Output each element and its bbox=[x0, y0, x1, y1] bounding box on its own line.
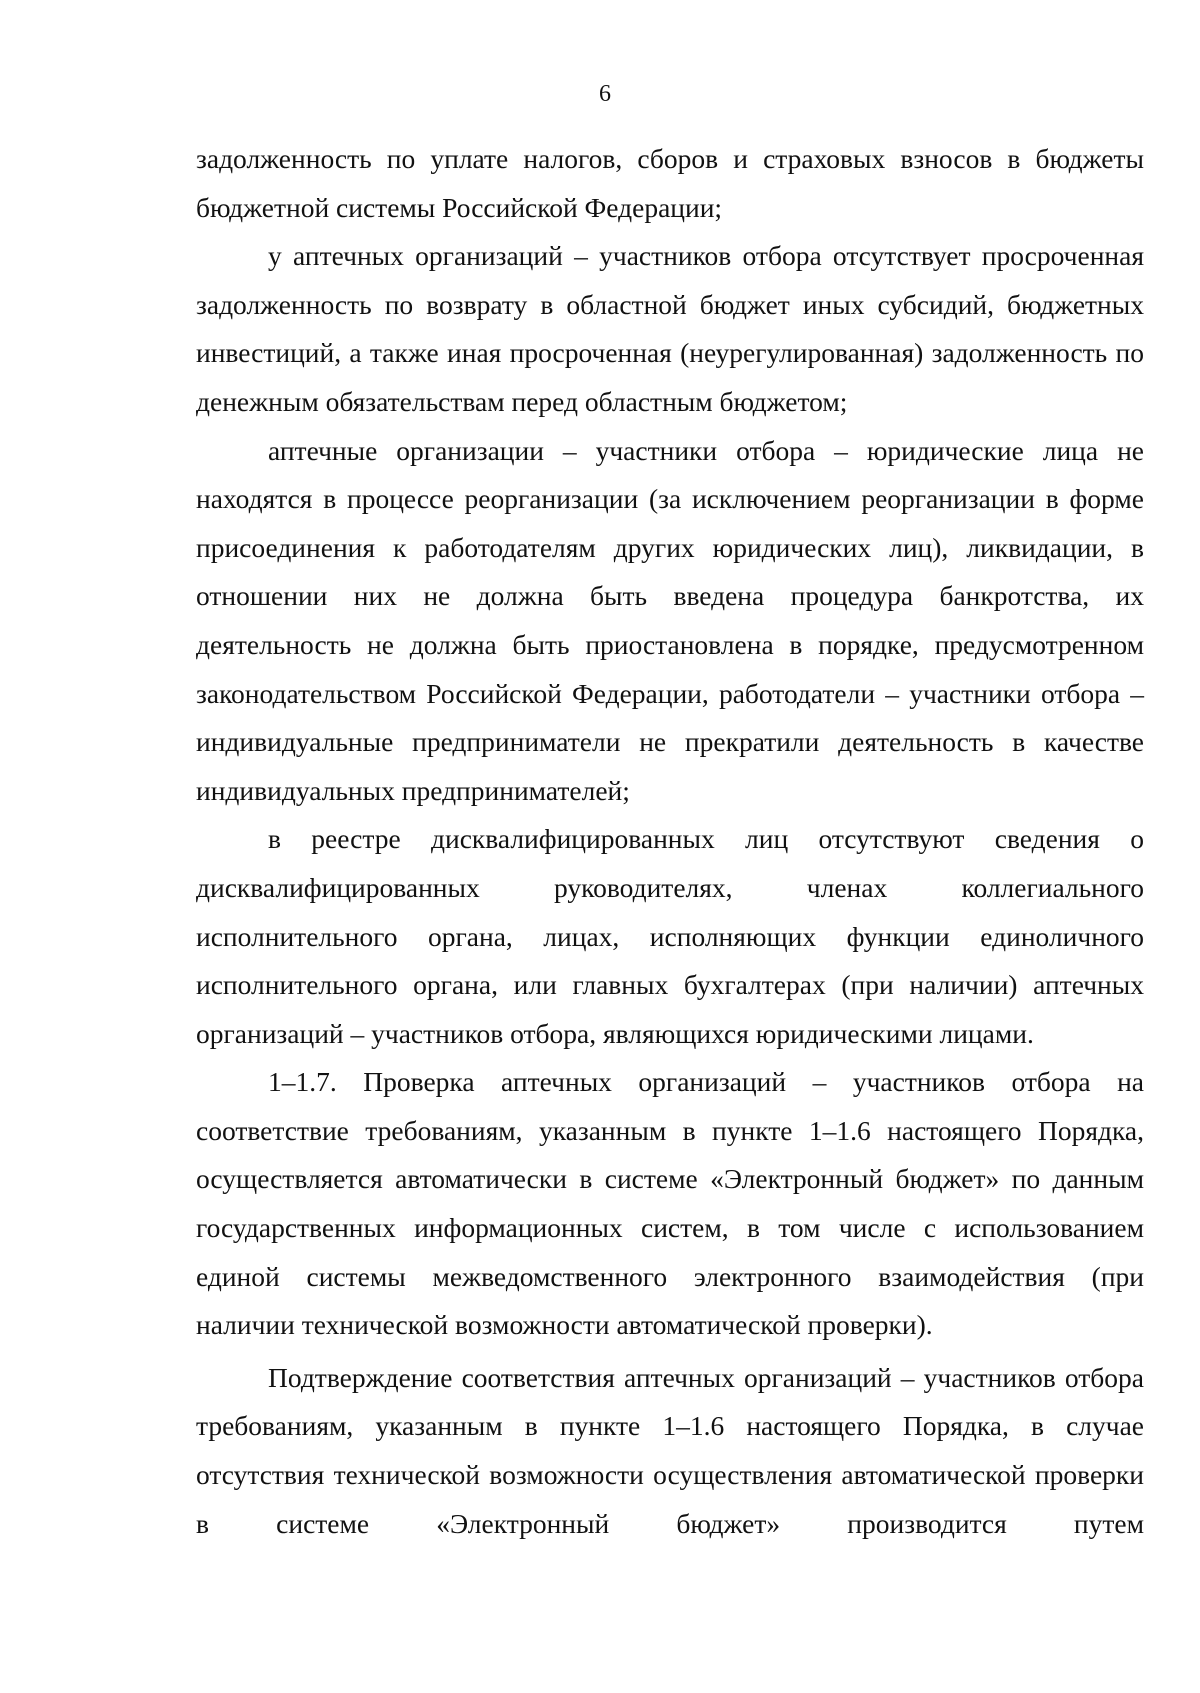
paragraph-confirmation: Подтверждение соответствия аптечных организаций – участников отбора требованиям, указанным в пункте 1–1.6 настоящего Порядка, в случае отсутствия технической возможности осуществления автоматической проверки в системе «Электронный бюджет» производится путем bbox=[196, 1361, 1144, 1539]
paragraph-tax-debt: задолженность по уплате налогов, сборов и страховых взносов в бюджеты бюджетной системы Российской Федерации; bbox=[196, 143, 1144, 223]
paragraph-clause-1-1-7: 1–1.7. Проверка аптечных организаций – участников отбора на соответствие требованиям, указанным в пункте 1–1.6 настоящего Порядка, осуществляется автоматически в системе «Электронный бюджет» по данным государственных информационных систем, в том числе с использованием единой системы межведомственного электронного взаимодействия (при наличии технической возможности автоматической проверки). bbox=[196, 1066, 1144, 1341]
paragraph-reorganization: аптечные организации – участники отбора – юридические лица не находятся в процессе реорганизации (за исключением реорганизации в форме присоединения к работодателям других юридических лиц), ликвидации, в отношении них не должна быть введена процедура банкротства, их деятельность не должна быть приостановлена в порядке, предусмотренном законодательством Российской Федерации, работодатели – участники отбора – индивидуальные предприниматели не прекратили деятельность в качестве индивидуальных предпринимателей; bbox=[196, 434, 1144, 806]
document-body bbox=[196, 135, 1144, 1548]
paragraph-budget-debt: у аптечных организаций – участников отбора отсутствует просроченная задолженность по возврату в областной бюджет иных субсидий, бюджетных инвестиций, а также иная просроченная (неурегулированная) задолженность по денежным обязательствам перед областным бюджетом; bbox=[196, 240, 1144, 417]
page-number: 6 bbox=[599, 81, 611, 107]
paragraph-disqualified-registry: в реестре дисквалифицированных лиц отсутствуют сведения о дисквалифицированных руководителях, членах коллегиального исполнительного органа, лицах, исполняющих функции единоличного исполнительного органа, или главных бухгалтерах (при наличии) аптечных организаций – участников отбора, являющихся юридическими лицами. bbox=[196, 823, 1144, 1049]
